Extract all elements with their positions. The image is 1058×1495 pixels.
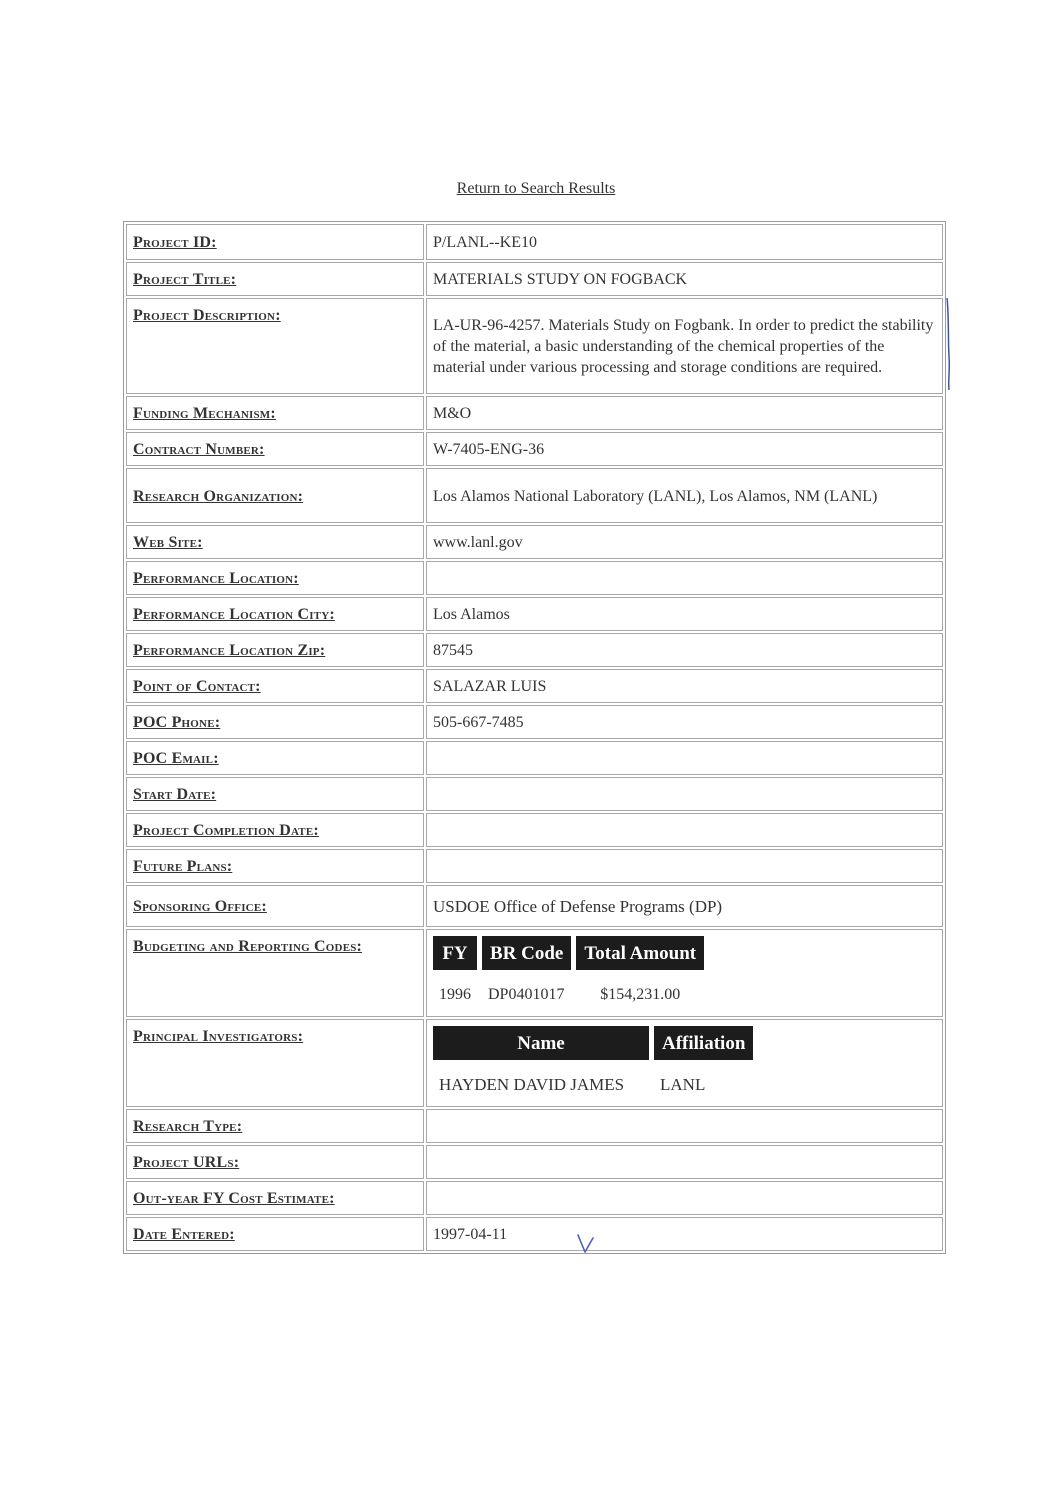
web-site-label: Web Site:	[126, 525, 424, 559]
contract-number-label: Contract Number:	[126, 432, 424, 466]
principal-investigators-label: Principal Investigators:	[126, 1019, 424, 1107]
principal-investigators-value	[426, 1019, 943, 1107]
row-future-plans	[126, 849, 943, 883]
investigator-name-cell: HAYDEN DAVID JAMES	[439, 1075, 625, 1094]
performance-location-city-label: Performance Location City:	[126, 597, 424, 631]
row-point-of-contact	[126, 669, 943, 703]
project-record-table	[123, 221, 946, 1254]
performance-location-zip-value: 87545	[426, 633, 943, 667]
row-research-type	[126, 1109, 943, 1143]
row-principal-investigators	[126, 1019, 943, 1107]
point-of-contact-label: Point of Contact:	[126, 669, 424, 703]
web-site-value[interactable]: www.lanl.gov	[426, 525, 943, 559]
row-start-date	[126, 777, 943, 811]
total-amount-header: Total Amount	[576, 936, 704, 970]
future-plans-value	[426, 849, 943, 883]
start-date-value	[426, 777, 943, 811]
principal-investigators-table	[428, 1026, 758, 1095]
funding-mechanism-value: M&O	[426, 396, 943, 430]
budgeting-codes-label: Budgeting and Reporting Codes:	[126, 929, 424, 1017]
budgeting-codes-value	[426, 929, 943, 1017]
row-performance-location-city	[126, 597, 943, 631]
poc-email-label: POC Email:	[126, 741, 424, 775]
sponsoring-office-label: Sponsoring Office:	[126, 885, 424, 927]
out-year-cost-value	[426, 1181, 943, 1215]
row-date-entered	[126, 1217, 943, 1251]
budget-total-amount-cell: $154,231.00	[600, 986, 681, 1003]
research-type-value	[426, 1109, 943, 1143]
investigator-affiliation-cell: LANL	[660, 1075, 706, 1094]
row-out-year-cost	[126, 1181, 943, 1215]
row-project-urls	[126, 1145, 943, 1179]
research-organization-value: Los Alamos National Laboratory (LANL), Los Alamos, NM (LANL)	[426, 468, 943, 523]
row-project-completion-date	[126, 813, 943, 847]
row-performance-location	[126, 561, 943, 595]
performance-location-zip-label: Performance Location Zip:	[126, 633, 424, 667]
project-urls-label: Project URLs:	[126, 1145, 424, 1179]
project-title-label: Project Title:	[126, 262, 424, 296]
project-id-value: P/LANL--KE10	[426, 224, 943, 260]
row-funding-mechanism	[126, 396, 943, 430]
affiliation-header: Affiliation	[654, 1026, 753, 1060]
performance-location-label: Performance Location:	[126, 561, 424, 595]
row-poc-email	[126, 741, 943, 775]
research-type-label: Research Type:	[126, 1109, 424, 1143]
funding-mechanism-label: Funding Mechanism:	[126, 396, 424, 430]
budget-entry-row	[433, 970, 704, 1005]
investigator-entry-row	[433, 1060, 753, 1095]
project-completion-date-value	[426, 813, 943, 847]
budget-br-code-cell: DP0401017	[488, 986, 565, 1003]
out-year-cost-label: Out-year FY Cost Estimate:	[126, 1181, 424, 1215]
performance-location-city-value: Los Alamos	[426, 597, 943, 631]
date-entered-value: 1997-04-11	[426, 1217, 943, 1251]
sponsoring-office-value: USDOE Office of Defense Programs (DP)	[426, 885, 943, 927]
date-entered-label: Date Entered:	[126, 1217, 424, 1251]
row-contract-number	[126, 432, 943, 466]
point-of-contact-value: SALAZAR LUIS	[426, 669, 943, 703]
row-project-description	[126, 298, 943, 394]
poc-email-value	[426, 741, 943, 775]
row-project-title	[126, 262, 943, 296]
project-completion-date-label: Project Completion Date:	[126, 813, 424, 847]
project-id-label: Project ID:	[126, 224, 424, 260]
row-research-organization	[126, 468, 943, 523]
project-urls-value	[426, 1145, 943, 1179]
row-web-site	[126, 525, 943, 559]
name-header: Name	[433, 1026, 649, 1060]
research-organization-label: Research Organization:	[126, 468, 424, 523]
future-plans-label: Future Plans:	[126, 849, 424, 883]
row-performance-location-zip	[126, 633, 943, 667]
row-sponsoring-office	[126, 885, 943, 927]
project-description-value: LA-UR-96-4257. Materials Study on Fogbank. In order to predict the stability of the material, a basic understanding of the chemical properties of the material under various processing and storage conditions are required.	[426, 298, 943, 394]
project-title-value: MATERIALS STUDY ON FOGBACK	[426, 262, 943, 296]
br-code-header: BR Code	[482, 936, 571, 970]
performance-location-value	[426, 561, 943, 595]
pen-margin-mark-icon	[944, 296, 952, 392]
row-project-id	[126, 224, 943, 260]
start-date-label: Start Date:	[126, 777, 424, 811]
return-to-search-results-link[interactable]: Return to Search Results	[456, 180, 616, 197]
poc-phone-value: 505-667-7485	[426, 705, 943, 739]
poc-phone-label: POC Phone:	[126, 705, 424, 739]
handwritten-check-icon	[576, 1231, 598, 1255]
row-poc-phone	[126, 705, 943, 739]
project-description-label: Project Description:	[126, 298, 424, 394]
fy-header: FY	[433, 936, 477, 970]
budget-fy-cell: 1996	[439, 986, 471, 1003]
contract-number-value: W-7405-ENG-36	[426, 432, 943, 466]
budgeting-codes-table	[428, 936, 709, 1005]
row-budgeting-codes	[126, 929, 943, 1017]
